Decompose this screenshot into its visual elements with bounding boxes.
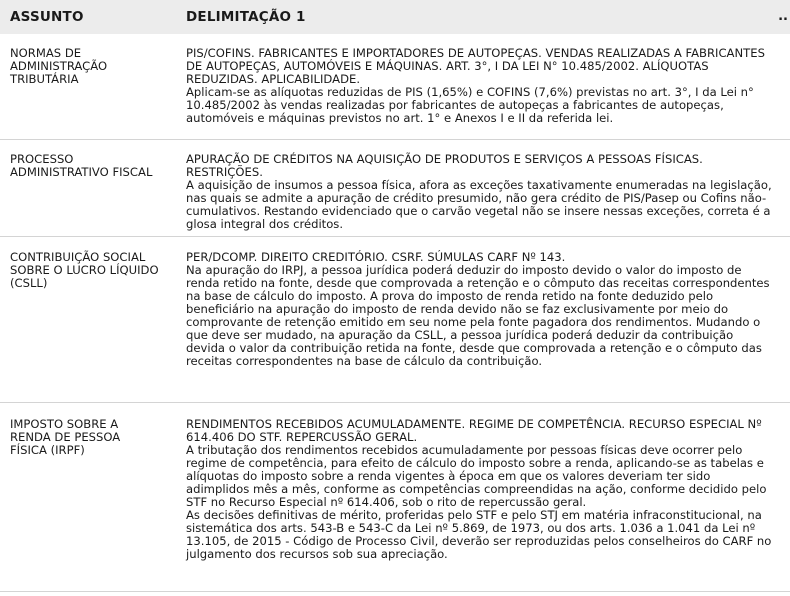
row-delimitacao [186, 47, 790, 139]
delimitacao-text: A aquisição de insumos a pessoa física, afora as exceções taxativamente enumeradas na legislação, nas quais se admite a apuração de crédito presumido, não gera crédito de PIS/Pasep ou Cofins não-cumulativos. Restando evidenciado que o carvão vegetal não se insere nessas exceções, correta é a glosa integral dos créditos. [186, 178, 772, 231]
row-assunto: CONTRIBUIÇÃO SOCIAL SOBRE O LUCRO LÍQUIDO (CSLL) [10, 250, 159, 290]
column-header-more[interactable]: .. [778, 9, 788, 24]
delimitacao-heading: PER/DCOMP. DIREITO CREDITÓRIO. CSRF. SÚMULAS CARF Nº 143. [186, 250, 566, 264]
row-assunto: IMPOSTO SOBRE A RENDA DE PESSOA FÍSICA (IRPF) [10, 417, 121, 457]
delimitacao-heading: RENDIMENTOS RECEBIDOS ACUMULADAMENTE. REGIME DE COMPETÊNCIA. RECURSO ESPECIAL Nº 614.406 DO STF. REPERCUSSÃO GERAL. [186, 417, 762, 444]
table-row [0, 237, 790, 403]
delimitacao-text: Aplicam-se as alíquotas reduzidas de PIS (1,65%) e COFINS (7,6%) previstas no art. 3°, I da Lei n° 10.485/2002 às vendas realizadas por fabricantes de autopeças a fabricantes de autopeças, automóveis e máquinas previstos no art. 1° e Anexos I e II da referida lei. [186, 85, 754, 125]
table-row [0, 403, 790, 592]
column-header-assunto[interactable]: ASSUNTO [10, 9, 84, 25]
table-header [0, 0, 790, 34]
row-assunto: NORMAS DE ADMINISTRAÇÃO TRIBUTÁRIA [10, 46, 108, 86]
row-delimitacao [186, 153, 790, 236]
delimitacao-text: A tributação dos rendimentos recebidos acumuladamente por pessoas físicas deve ocorrer pelo regime de competência, para efeito de cálculo do imposto sobre a renda, aplicando-se as tabelas e alíquotas do imposto sobre a renda vigentes à época em que os valores deveriam ter sido adimplidos mês a mês, conforme as competências compreendidas na ação, conforme decidido pelo STF no Recurso Especial nº 614.406, sob o rito de repercussão geral. [186, 443, 767, 509]
row-assunto: PROCESSO ADMINISTRATIVO FISCAL [10, 152, 153, 179]
delimitacao-text: As decisões definitivas de mérito, proferidas pelo STF e pelo STJ em matéria infraconstitucional, na sistemática dos arts. 543-B e 543-C da Lei nº 5.869, de 1973, ou dos arts. 1.036 a 1.041 da Lei nº 13.105, de 2015 - Código de Processo Civil, deverão ser reproduzidas pelos conselheiros do CARF no julgamento dos recursos sob sua apreciação. [186, 508, 772, 561]
row-delimitacao [186, 418, 790, 591]
delimitacao-text: Na apuração do IRPJ, a pessoa jurídica poderá deduzir do imposto devido o valor do imposto de renda retido na fonte, desde que comprovada a retenção e o cômputo das receitas correspondentes na base de cálculo do imposto. A prova do imposto de renda retido na fonte deduzido pelo beneficiário na apuração do imposto de renda devido não se faz exclusivamente por meio do comprovante de retenção emitido em seu nome pela fonte pagadora dos rendimentos. Mudando o que deve ser mudado, na apuração da CSLL, a pessoa jurídica poderá deduzir da contribuição devida o valor da contribuição retida na fonte, desde que comprovada a retenção e o cômputo das receitas correspondentes na base de cálculo da contribuição. [186, 263, 770, 368]
delimitacao-heading: PIS/COFINS. FABRICANTES E IMPORTADORES DE AUTOPEÇAS. VENDAS REALIZADAS A FABRICANTES DE AUTOPEÇAS, AUTOMÓVEIS E MÁQUINAS. ART. 3°, I DA LEI N° 10.485/2002. ALÍQUOTAS REDUZIDAS. APLICABILIDADE. [186, 46, 765, 86]
column-header-delimitacao[interactable]: DELIMITAÇÃO 1 [186, 9, 306, 25]
table-row [0, 140, 790, 237]
row-delimitacao [186, 251, 790, 402]
table-row [0, 34, 790, 140]
delimitacao-heading: APURAÇÃO DE CRÉDITOS NA AQUISIÇÃO DE PRODUTOS E SERVIÇOS A PESSOAS FÍSICAS. RESTRIÇÕES. [186, 152, 703, 179]
